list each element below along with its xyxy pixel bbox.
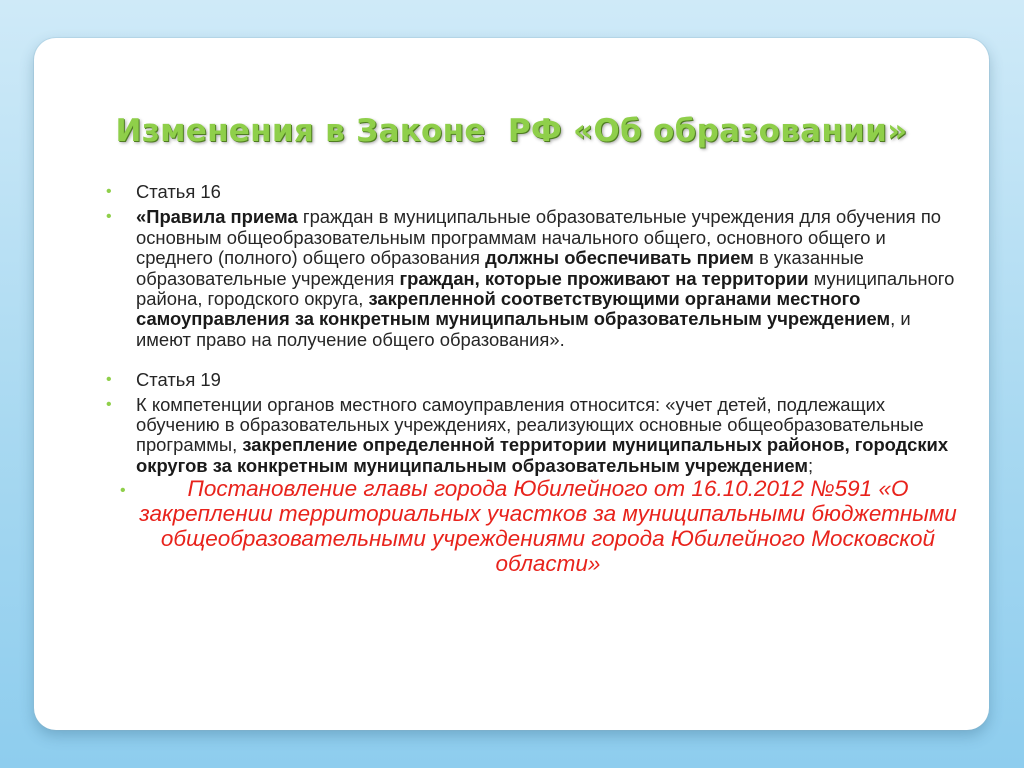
slide-card [34,38,989,730]
article16-text-part: муниципального района, городского округа, [136,267,955,310]
list-item-article16-label [100,182,960,202]
article19-label: Статья 19 [136,369,221,391]
bullet-icon: • [106,371,112,389]
article16-text-part: в указанные образовательные учреждения [136,247,864,289]
list-item-article19-text [100,395,960,477]
list-item-article19-label [100,370,960,390]
residents-term: граждан, которые проживают на территории [399,267,809,289]
list-item-article16-text [100,207,960,350]
bullet-icon: • [120,482,126,500]
article19-text-part: ; [808,454,814,476]
bullet-icon: • [106,183,112,200]
decree-text: Постановление главы города Юбилейного от 16.10.2012 №591 «О закреплении территориальных участков за муниципальными бюджетными общеобразовательными учреждениями города Юбилейного Московской области» [139,476,957,577]
article19-text-part: К компетенции органов местного самоуправления относится: «учет детей, подлежащих обучению в образовательных учреждениях, реализующих основные общеобразовательные программы, [136,393,924,456]
article16-label: Статья 16 [136,181,221,202]
must-ensure-admission-term: должны обеспечивать прием [485,247,754,269]
territory-assignment-term: закрепление определенной территории муниципальных районов, городских округов за конкретным муниципальным образовательным учреждением [136,434,949,476]
bullet-icon: • [106,395,112,413]
slide-title: Изменения в Законе РФ «Об образовании» [115,113,908,149]
slide-content [100,182,960,576]
article16-text-part: граждан в муниципальные образовательные учреждения для обучения по основным общеобразовательным программам начального общего, основного общего и среднего (полного) общего образования [136,206,942,269]
list-item-decree [100,476,960,576]
article16-text-part: , и имеют право на получение общего образования». [136,308,911,350]
bullet-icon: • [106,208,112,226]
admission-rules-term: «Правила приема [136,206,298,228]
assigned-territory-term: закрепленной соответствующими органами местного самоуправления за конкретным муниципальным образовательным учреждением [136,288,891,330]
